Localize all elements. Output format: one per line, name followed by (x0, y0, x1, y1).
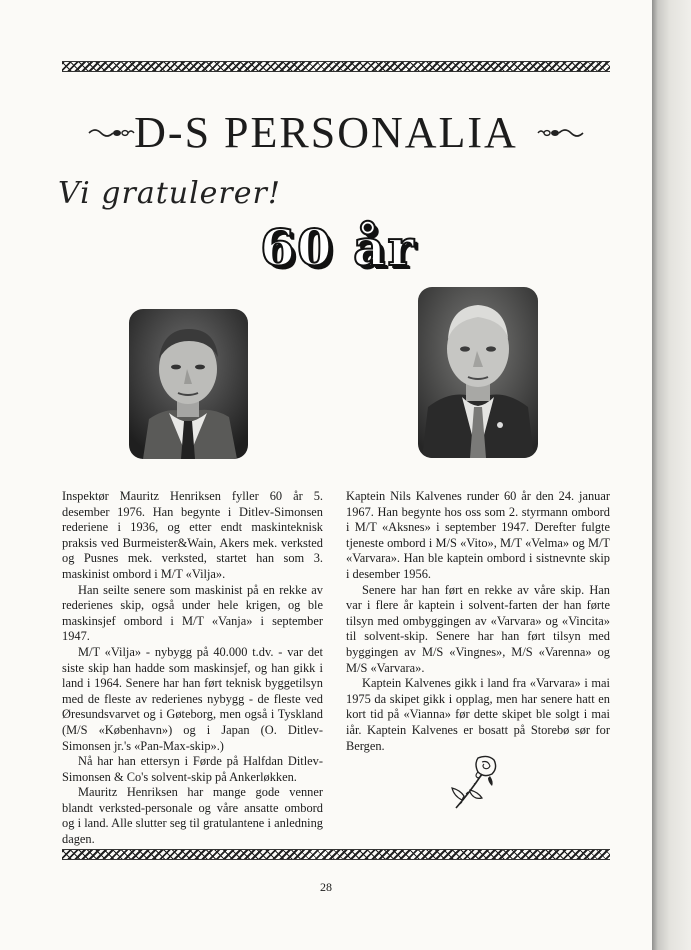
flourish-right-icon (537, 126, 585, 140)
paragraph: Kaptein Nils Kalvenes runder 60 år den 24. januar 1967. Han begynte hos oss som 2. styrmann ombord i M/T «Aksnes» i september 1947. Derefter fulgte tjeneste ombord i M/S «Vito», M/T «Velma» og M/T «Varvara». Han ble kaptein ombord i sistnevnte skip i desember 1956. (346, 489, 610, 581)
man-portrait-icon (129, 309, 248, 459)
rose-illustration-icon (448, 752, 504, 812)
paragraph: Nå har han ettersyn i Førde på Halfdan Ditlev-Simonsen & Co's solvent-skip på Ankerløkken. (62, 754, 323, 784)
paragraph: Senere har han ført en rekke av våre skip. Han var i flere år kaptein i solvent-farten der han førte tilsyn med ombyggingen av «Varvara» og «Vincita» til solvent-skip. Senere har han ført tilsyn med byggingen av M/S «Vingnes», M/S «Varenna» og M/S «Varvara». (346, 582, 610, 675)
paragraph: Kaptein Kalvenes gikk i land fra «Varvara» i mai 1975 da skipet gikk i opplag, men har senere hatt en kort tid på «Vianna» før dette skipet ble solgt i mai iår. Kaptein Kalvenes er bosatt på Storebø sør for Bergen. (346, 676, 610, 753)
page-edge-shadow (652, 0, 691, 950)
age-headline: 60 år (260, 218, 416, 277)
top-ornamental-border (62, 61, 610, 72)
bottom-ornamental-border (62, 849, 610, 860)
paragraph: M/T «Vilja» - nybygg på 40.000 t.dv. - var det siste skip han hadde som maskinsjef, og han gikk i land i 1964. Senere har han ført teknisk byggetilsyn med de fleste av rederienes nybygg - de fleste ved Øresundsvarvet og i Gøteborg, men også i Tyskland (M/S «København») og i Japan (O. Ditlev-Simonsen jr.'s «Pan-Max-skip».) (62, 644, 323, 753)
man-portrait-icon (418, 287, 538, 458)
portrait-photo-left (129, 309, 248, 459)
greeting-heading: Vi gratulerer! (58, 176, 281, 211)
paragraph: Mauritz Henriksen har mange gode venner blandt verksted-personale og våre ansatte ombord og i land. Alle slutter seg til gratulantene i anledning dagen. (62, 785, 323, 847)
page-title: D-S PERSONALIA (134, 108, 518, 157)
paragraph: Han seilte senere som maskinist på en rekke av rederienes skip, også under hele krigen, og ble maskinsjef ombord i M/T «Vanja» i september 1947. (62, 582, 323, 644)
paragraph: Inspektør Mauritz Henriksen fyller 60 år 5. desember 1976. Han begynte i Ditlev-Simonsen rederiene i 1936, og etter endt maskinteknisk praksis ved Burmeister&Wain, Akers mek. verksted og Pusnes mek. verksted, startet han som 3. maskinist ombord i M/T «Vilja». (62, 489, 323, 581)
article-henriksen (62, 489, 323, 848)
portrait-photo-right (418, 287, 538, 458)
page-number: 28 (320, 880, 332, 894)
article-kalvenes (346, 489, 610, 754)
